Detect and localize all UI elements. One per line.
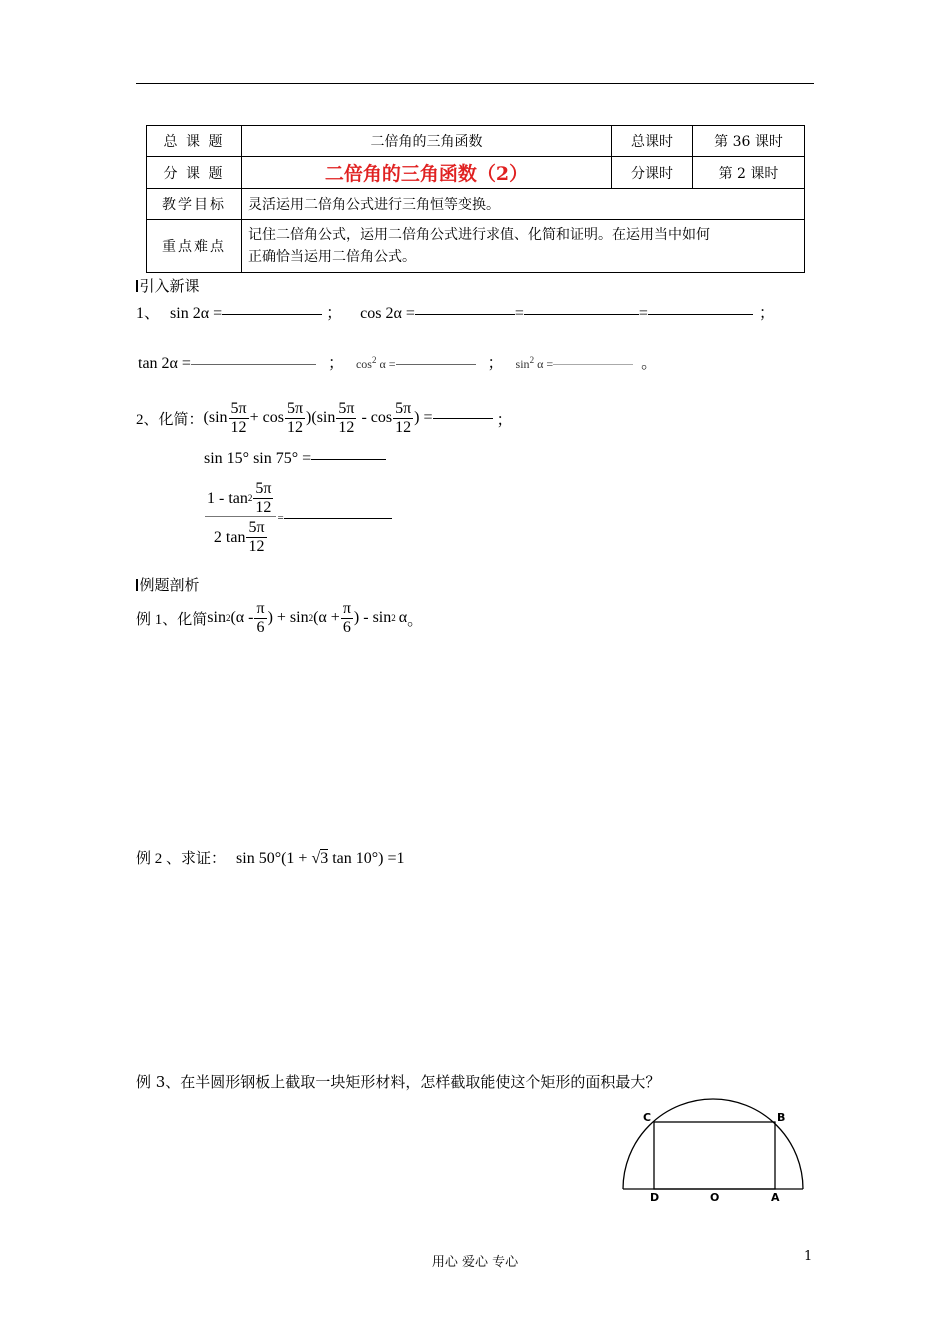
- tan2a-text: tan 2α =: [138, 355, 191, 372]
- point-label-C: C: [643, 1111, 652, 1124]
- expr-part: - cos: [361, 409, 393, 427]
- semicolon: ；: [326, 305, 343, 322]
- ex1-label: 例 1、化简: [136, 611, 208, 628]
- table-row: [147, 220, 805, 273]
- inscribed-rectangle: [654, 1122, 775, 1189]
- point-label-D: D: [650, 1191, 660, 1204]
- cos2a-blank-3: [648, 313, 753, 315]
- fraction-pi-6: $\frac{\pi}{6}$: [256, 600, 265, 636]
- header-rule: [136, 83, 814, 84]
- total-topic-value: 二倍角的三角函数: [242, 126, 612, 157]
- sup: 2: [391, 613, 396, 624]
- table-row: [147, 157, 805, 189]
- fraction-5pi-12: $\frac{5\pi}{12}$: [395, 400, 412, 436]
- cos-sq-blank: [396, 363, 476, 365]
- sup: 2: [225, 613, 231, 624]
- total-topic-label: 总 课 题: [147, 126, 242, 157]
- expr-part: ) =: [414, 409, 433, 427]
- period: 。: [407, 611, 424, 629]
- semicolon: ；: [327, 355, 344, 372]
- equals: =: [277, 511, 284, 524]
- key-points-value: [242, 220, 805, 273]
- teaching-goal-value: 灵活运用二倍角公式进行三角恒等变换。: [242, 189, 805, 220]
- sup: 2: [308, 613, 314, 624]
- sub-topic-label: 分 课 题: [147, 157, 242, 189]
- q2-blank-3: [284, 517, 392, 519]
- q2-blank-2: [311, 458, 386, 460]
- equals: =: [638, 305, 648, 322]
- period: 。: [641, 355, 658, 372]
- total-hours-label: 总课时: [612, 126, 693, 157]
- example2: [136, 847, 405, 868]
- semicolon: ；: [758, 305, 775, 322]
- fraction-5pi-12: $\frac{5\pi}{12}$: [248, 519, 265, 555]
- key-points-label: 重点难点: [147, 220, 242, 273]
- expr-part: )(sin: [306, 409, 336, 427]
- q2-label: 2、化简：: [136, 411, 204, 428]
- q1-number: 1、: [136, 305, 161, 322]
- total-hours-value: 第 36 课时: [693, 126, 805, 157]
- table-row: [147, 189, 805, 220]
- sqrt3: √3: [311, 850, 329, 867]
- q1-line2: [138, 350, 657, 373]
- teaching-goal-label: 教学目标: [147, 189, 242, 220]
- expr-part: (sin: [203, 409, 228, 427]
- sin-sq-text: $\sin^2 \alpha$ =: [515, 355, 554, 371]
- q2-line: [136, 400, 513, 436]
- semicolon: ；: [496, 411, 513, 429]
- fraction-5pi-12: $\frac{5\pi}{12}$: [255, 480, 272, 516]
- footer-text: 用心 爱心 专心: [431, 1255, 519, 1270]
- cos-sq-text: $\cos^2 \alpha$ =: [355, 355, 396, 371]
- expr-part: sin 50°(1 +: [236, 850, 308, 867]
- ex2-label: 例 2 、求证：: [136, 851, 227, 867]
- expr-part: (α -: [230, 609, 254, 627]
- expr-part: ) - sin: [353, 609, 392, 627]
- fraction-denominator: 2 tan $\frac{5\pi}{12}$: [205, 516, 276, 555]
- expr-part: ) + sin: [267, 609, 309, 627]
- expr-part: tan 10°) =1: [332, 850, 405, 867]
- fraction-5pi-12: $\frac{5\pi}{12}$: [286, 400, 304, 436]
- q2-line3: [204, 480, 392, 555]
- page-number: 1: [804, 1249, 813, 1264]
- example3: 例 3、在半圆形钢板上截取一块矩形材料，怎样截取能使这个矩形的面积最大？: [136, 1073, 661, 1091]
- q2-blank-1: [433, 417, 493, 419]
- q2-line2: [204, 450, 386, 468]
- expr-part: (α +: [313, 609, 340, 627]
- fraction-5pi-12: $\frac{5\pi}{12}$: [230, 400, 247, 436]
- example1: [136, 600, 423, 636]
- semicolon: ；: [487, 355, 504, 372]
- cos2a-blank-1: [415, 313, 515, 315]
- expr-part: α: [398, 609, 408, 627]
- equals: =: [514, 305, 524, 322]
- q1-line: [136, 300, 775, 323]
- fraction-numerator: 1 - tan 2 $\frac{5\pi}{12}$: [207, 480, 272, 516]
- sin2a-blank: [222, 313, 322, 315]
- expr-part: + cos: [249, 409, 284, 427]
- key-points-line2: 正确恰当运用二倍角公式。: [248, 249, 416, 265]
- sin-sq-blank: [553, 363, 633, 365]
- semicircle-rectangle-figure: [615, 1095, 810, 1205]
- tan-double-fraction: [205, 480, 276, 555]
- sub-hours-label: 分课时: [612, 157, 693, 189]
- fraction-pi-6: $\frac{\pi}{6}$: [342, 600, 351, 636]
- expr-part: sin: [207, 609, 226, 627]
- intro-heading: 引入新课: [136, 275, 200, 296]
- tan2a-blank: [191, 363, 316, 365]
- point-label-O: O: [710, 1191, 720, 1204]
- point-label-B: B: [777, 1111, 786, 1124]
- sub-topic-value: 二倍角的三角函数（2）: [242, 157, 612, 189]
- point-label-A: A: [771, 1191, 780, 1204]
- examples-heading: 例题剖析: [136, 574, 200, 595]
- table-row: [147, 126, 805, 157]
- cos2a-text: cos 2α =: [360, 305, 415, 322]
- fraction-5pi-12: $\frac{5\pi}{12}$: [338, 400, 355, 436]
- sin15-sin75-text: sin 15° sin 75° =: [204, 450, 312, 467]
- sub-hours-value: 第 2 课时: [693, 157, 805, 189]
- cos2a-blank-2: [524, 313, 639, 315]
- lesson-info-table: [146, 125, 805, 273]
- key-points-line1: 记住二倍角公式，运用二倍角公式进行求值、化简和证明。在运用当中如何: [248, 227, 710, 243]
- sin2a-text: sin 2α =: [170, 305, 223, 322]
